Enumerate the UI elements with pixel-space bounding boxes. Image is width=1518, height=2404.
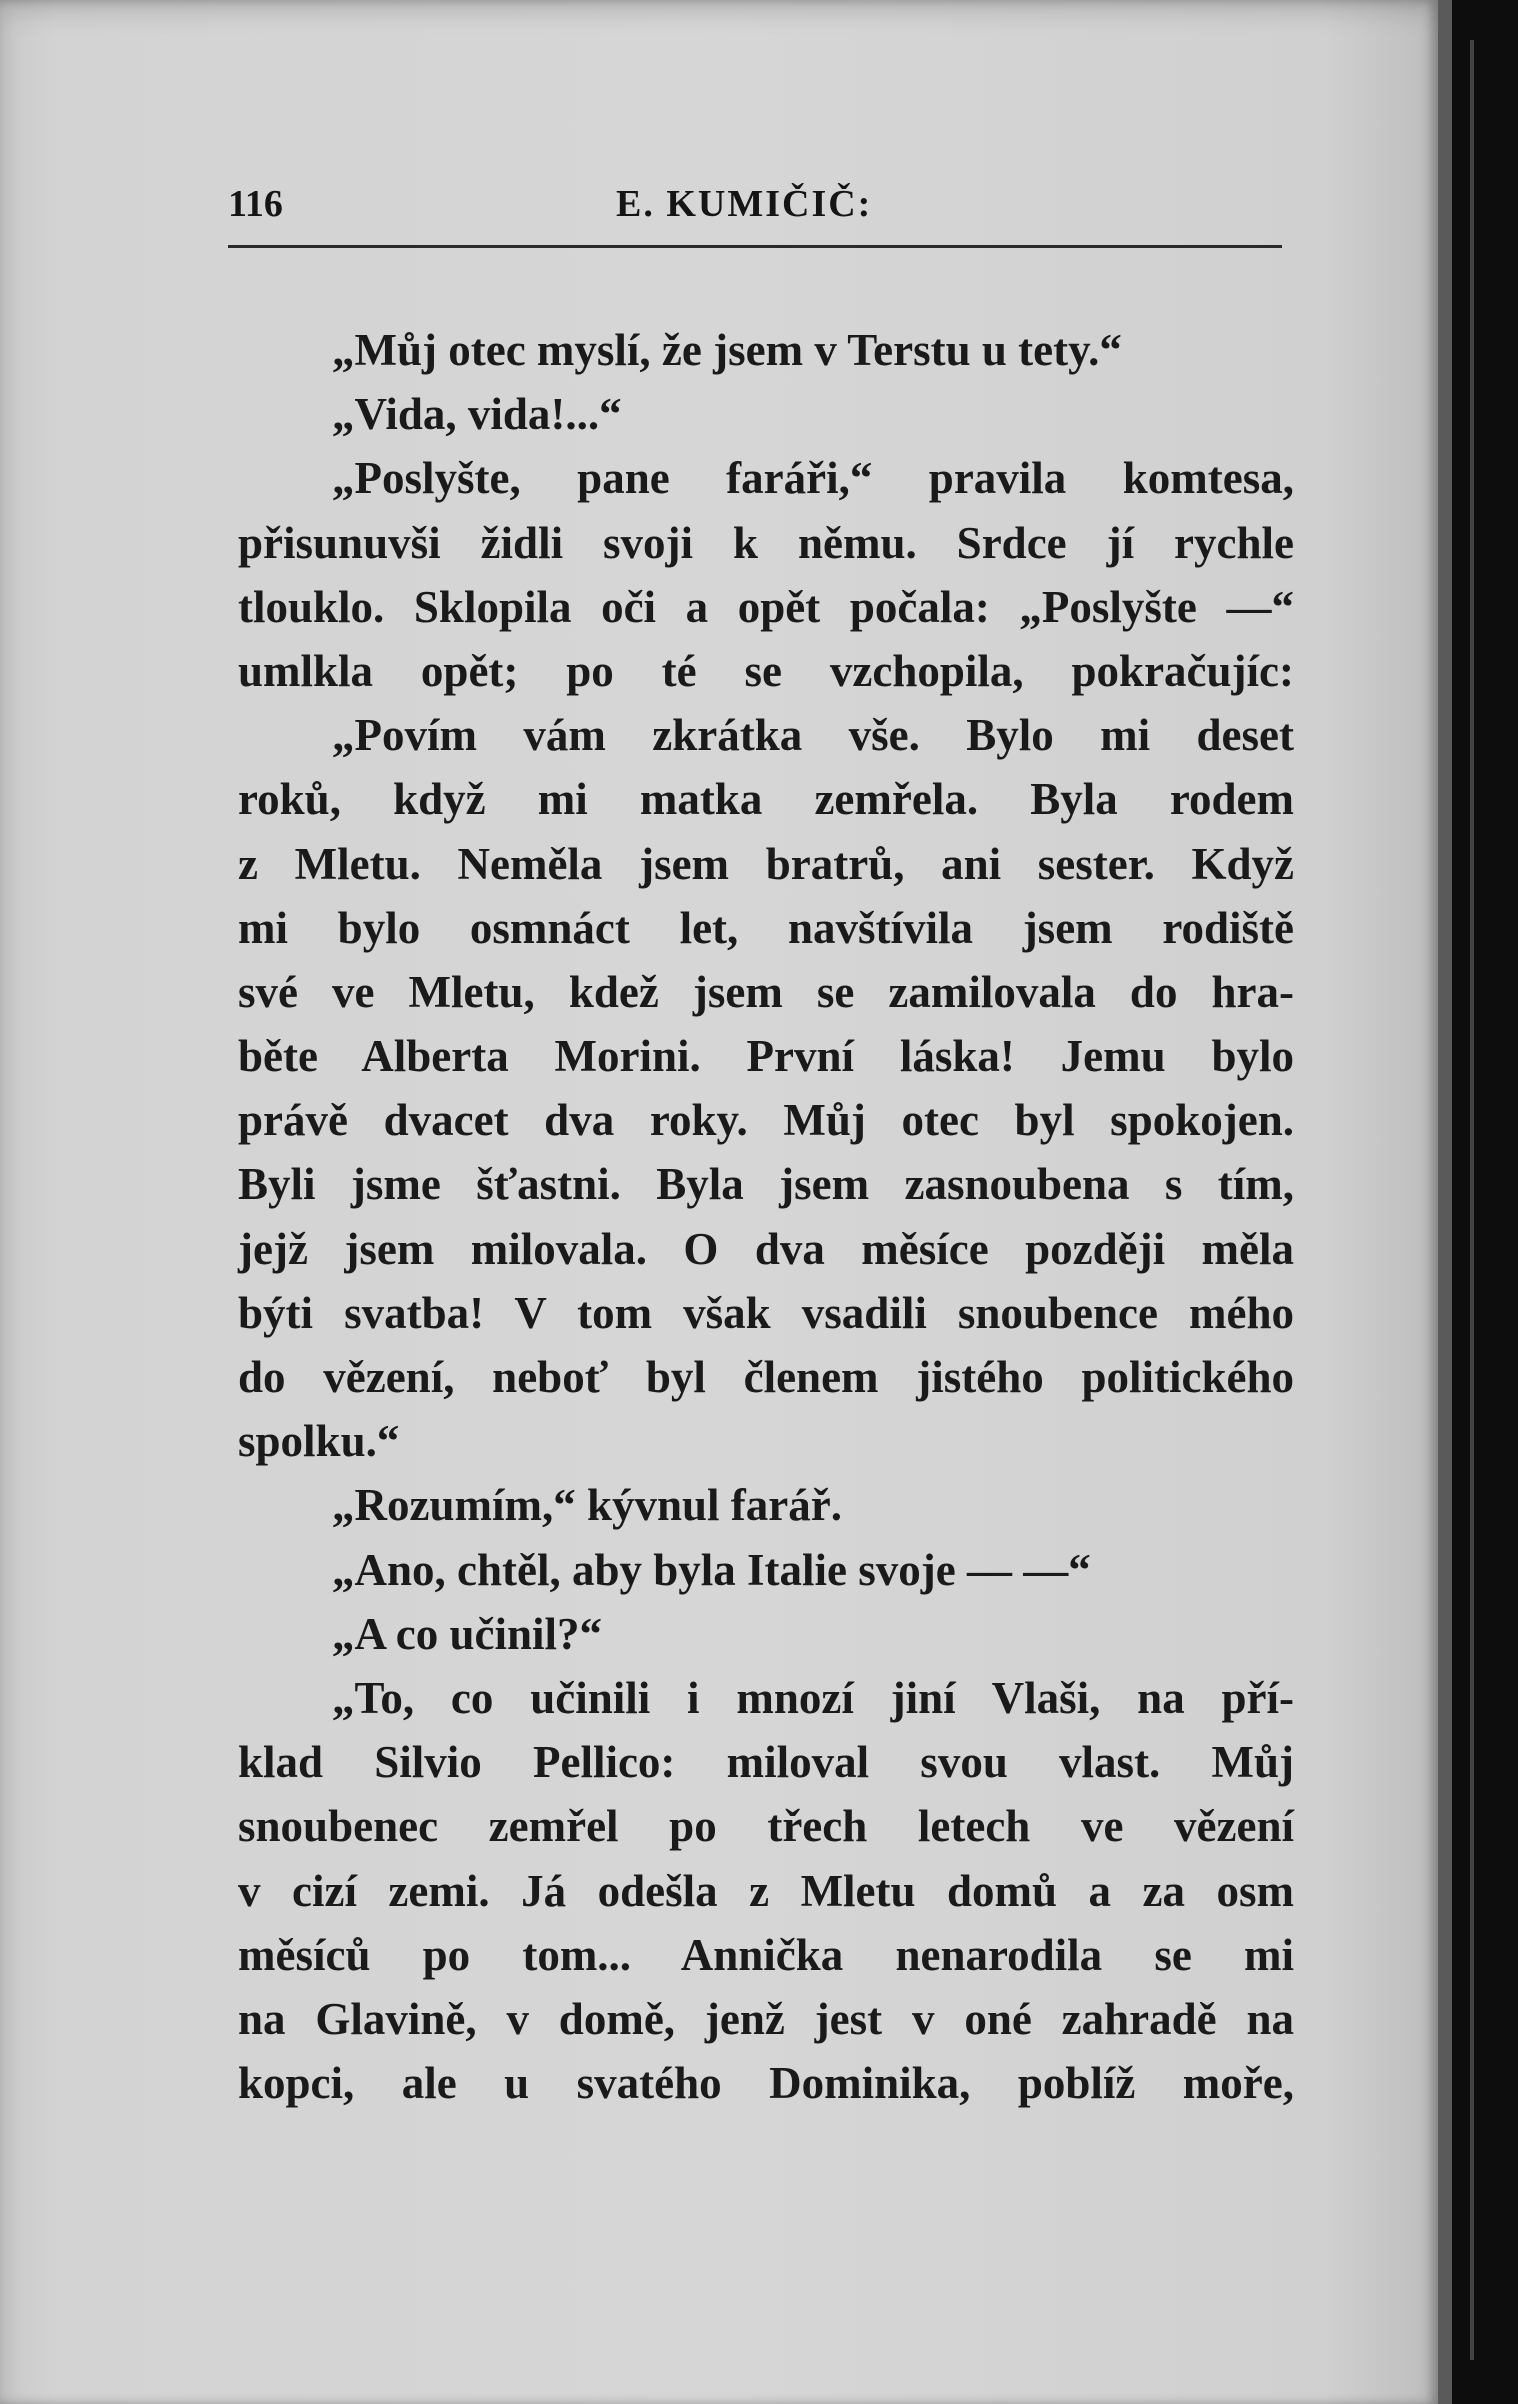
text-line: v cizí zemi. Já odešla z Mletu domů a za osm (238, 1865, 1294, 1916)
text-line: mi bylo osmnáct let, navštívila jsem rodiště (238, 902, 1294, 953)
text-line: „Můj otec myslí, že jsem v Terstu u tety.“ (332, 325, 1122, 375)
text-line: do vězení, neboť byl členem jistého politického (238, 1352, 1294, 1402)
header-rule (228, 245, 1282, 248)
text-line: „Ano, chtěl, aby byla Italie svoje — —“ (332, 1544, 1091, 1595)
text-line: býti svatba! V tom však vsadili snoubence mého (238, 1287, 1294, 1338)
text-line: právě dvacet dva roky. Můj otec byl spokojen. (238, 1095, 1294, 1146)
running-title: E. KUMIČIČ: (616, 183, 873, 225)
text-line: „To, co učinili i mnozí jiní Vlaši, na pří- (332, 1672, 1294, 1723)
text-line: klad Silvio Pellico: miloval svou vlast. Můj (238, 1737, 1294, 1788)
text-line: „Povím vám zkrátka vše. Bylo mi deset (332, 710, 1294, 761)
text-line: běte Alberta Morini. První láska! Jemu bylo (238, 1031, 1294, 1082)
text-line: spolku.“ (238, 1416, 400, 1467)
page-edge (1438, 0, 1452, 2404)
text-line: z Mletu. Neměla jsem bratrů, ani sester. Když (238, 838, 1294, 889)
text-line: měsíců po tom... Annička nenarodila se mi (238, 1929, 1294, 1980)
text-line: roků, když mi matka zemřela. Byla rodem (238, 774, 1294, 825)
text-line: snoubenec zemřel po třech letech ve vězení (238, 1801, 1294, 1852)
book-spine-shadow (1452, 0, 1518, 2404)
text-line: Byli jsme šťastni. Byla jsem zasnoubena s tím, (238, 1159, 1294, 1210)
text-line: „Poslyšte, pane faráři,“ pravila komtesa, (332, 453, 1294, 504)
text-line: kopci, ale u svatého Dominika, poblíž moře, (238, 2058, 1294, 2109)
page-number: 116 (228, 183, 283, 225)
text-line: „Vida, vida!...“ (332, 389, 622, 440)
text-line: přisunuvši židli svoji k němu. Srdce jí rychle (238, 517, 1294, 568)
spine-line (1470, 40, 1474, 2360)
body-text (238, 318, 1294, 2115)
text-line: své ve Mletu, kdež jsem se zamilovala do hra- (238, 966, 1294, 1017)
text-line: jejž jsem milovala. O dva měsíce později měla (238, 1223, 1294, 1274)
text-line: na Glavině, v domě, jenž jest v oné zahradě na (238, 1993, 1294, 2044)
text-line: tlouklo. Sklopila oči a opět počala: „Poslyšte —“ (238, 581, 1294, 632)
page-header (228, 176, 1282, 236)
text-line: umlkla opět; po té se vzchopila, pokračujíc: (238, 645, 1294, 696)
text-line: „A co učinil?“ (332, 1608, 603, 1659)
text-line: „Rozumím,“ kývnul farář. (332, 1480, 842, 1531)
